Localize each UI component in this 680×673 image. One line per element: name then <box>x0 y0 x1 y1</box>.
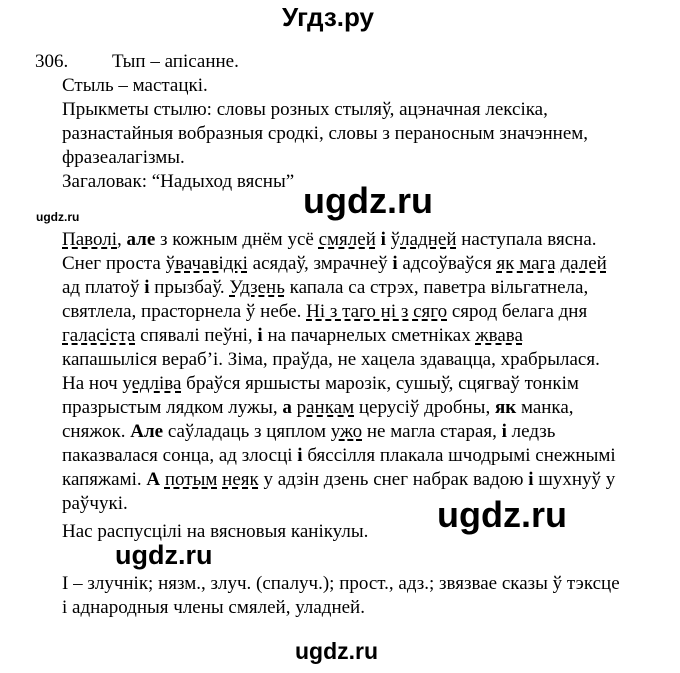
style-features-3: фразеалагізмы. <box>62 147 185 168</box>
text-fragment: капала са стрэх, паветра вільгатнела, <box>284 277 589 298</box>
conj-ale: але <box>126 229 156 250</box>
text-fragment: наступала вясна. <box>456 229 597 250</box>
analysis-line-2: і аднародныя члены смялей, уладней. <box>62 597 365 618</box>
text-line-1 <box>62 228 597 252</box>
text-fragment: прызбаў. <box>149 277 230 298</box>
word-neiak: неяк <box>222 469 259 490</box>
text-line-9 <box>62 420 555 444</box>
text-fragment: капяжамі. <box>62 469 147 490</box>
text-fragment: спявалі пеўні, <box>135 325 258 346</box>
text-line-10 <box>62 444 616 468</box>
word-smialei: смялей <box>318 229 376 250</box>
text-line-4 <box>62 300 587 324</box>
text-fragment: асядаў, змрачнеў <box>247 253 393 274</box>
text-line-6: капашыліся вераб’і. Зіма, праўда, не хацела здавацца, храбрылася. <box>62 349 600 370</box>
text-fragment: , <box>117 229 127 250</box>
text-fragment: у адзін дзень снег набрак вадою <box>258 469 529 490</box>
conj-a: А <box>146 469 161 490</box>
text-fragment: На ноч <box>62 373 123 394</box>
text-fragment: не магла старая, <box>362 421 502 442</box>
text-fragment: ад платоў <box>62 277 145 298</box>
text-fragment: святлела, прасторнела ў небе. <box>62 301 307 322</box>
text-title: Загаловак: “Надыход вясны” <box>62 171 295 192</box>
text-fragment: паказвалася сонца, ад злосці <box>62 445 298 466</box>
conj-ale: Але <box>130 421 164 442</box>
text-fragment: церусіў дробны, <box>354 397 495 418</box>
watermark-small: ugdz.ru <box>36 210 80 224</box>
text-fragment: сняжок. <box>62 421 131 442</box>
watermark-left: ugdz.ru <box>115 540 213 570</box>
conj-a: а <box>282 397 292 418</box>
conj-i: і <box>528 469 534 490</box>
word-uedliva: уедліва <box>122 373 182 394</box>
watermark-top: Угдз.ру <box>282 2 374 32</box>
word-rankam: ранкам <box>296 397 355 418</box>
word-zhvava: жвава <box>475 325 523 346</box>
text-fragment: манка, <box>516 397 574 418</box>
conj-i: і <box>392 253 398 274</box>
text-line-3 <box>62 276 588 300</box>
text-style: Стыль – мастацкі. <box>62 75 208 96</box>
word-uladnei: ўладней <box>390 229 457 250</box>
word-potym: потым <box>164 469 218 490</box>
text-fragment: на пачарнелых сметніках <box>262 325 476 346</box>
text-line-5 <box>62 324 523 348</box>
watermark-right: ugdz.ru <box>437 494 567 535</box>
text-fragment: сярод белага дня <box>447 301 588 322</box>
text-fragment: празрыстым лядком лужы, <box>62 397 283 418</box>
text-fragment: Снег проста <box>62 253 166 274</box>
word-uzho: ужо <box>330 421 363 442</box>
watermark-mid: ugdz.ru <box>303 180 433 221</box>
text-fragment: бяссілля плакала шчодрымі снежнымі <box>302 445 616 466</box>
text-type: Тып – апісанне. <box>112 51 239 72</box>
conj-i: і <box>257 325 263 346</box>
text-fragment: адсоўваўся <box>397 253 497 274</box>
text-line-12: раўчукі. <box>62 493 128 514</box>
style-features-2: разнастайныя вобразныя сродкі, словы з пераносным значэннем, <box>62 123 589 144</box>
conj-i: і <box>380 229 386 250</box>
word-udzen: Удзень <box>229 277 285 298</box>
style-features-1: Прыкметы стылю: словы розных стыляў, ацэначная лексіка, <box>62 99 548 120</box>
text-fragment: ледзь <box>506 421 556 442</box>
word-pavoli: Паволі <box>62 229 118 250</box>
text-line-8 <box>62 396 574 420</box>
watermark-bottom: ugdz.ru <box>295 638 379 664</box>
text-fragment: браўся яршысты марозік, сушыў, сцягваў тонкім <box>181 373 579 394</box>
text-fragment: шухнуў у <box>533 469 616 490</box>
conj-i: і <box>144 277 150 298</box>
exercise-number: 306. <box>35 51 69 72</box>
phrase-yak-maga-dalei: як мага далей <box>496 253 607 274</box>
word-halasista: галасіста <box>62 325 136 346</box>
analysis-line-1: І – злучнік; нязм., злуч. (спалуч.); прост., адз.; звязвае сказы ў тэксце <box>62 573 620 594</box>
text-line-11 <box>62 468 615 492</box>
conj-i: і <box>501 421 507 442</box>
word-uvachavidki: ўвачавідкі <box>165 253 248 274</box>
phrase-ni-z-tago: Ні з таго ні з сяго <box>306 301 448 322</box>
text-fragment: з кожным днём усё <box>155 229 319 250</box>
text-line-13: Нас распусцілі на вясновыя канікулы. <box>62 521 369 542</box>
conj-yak: як <box>494 397 517 418</box>
text-line-2 <box>62 252 607 276</box>
text-fragment: саўладаць з цяплом <box>163 421 331 442</box>
conj-i: і <box>297 445 303 466</box>
text-line-7 <box>62 372 579 396</box>
